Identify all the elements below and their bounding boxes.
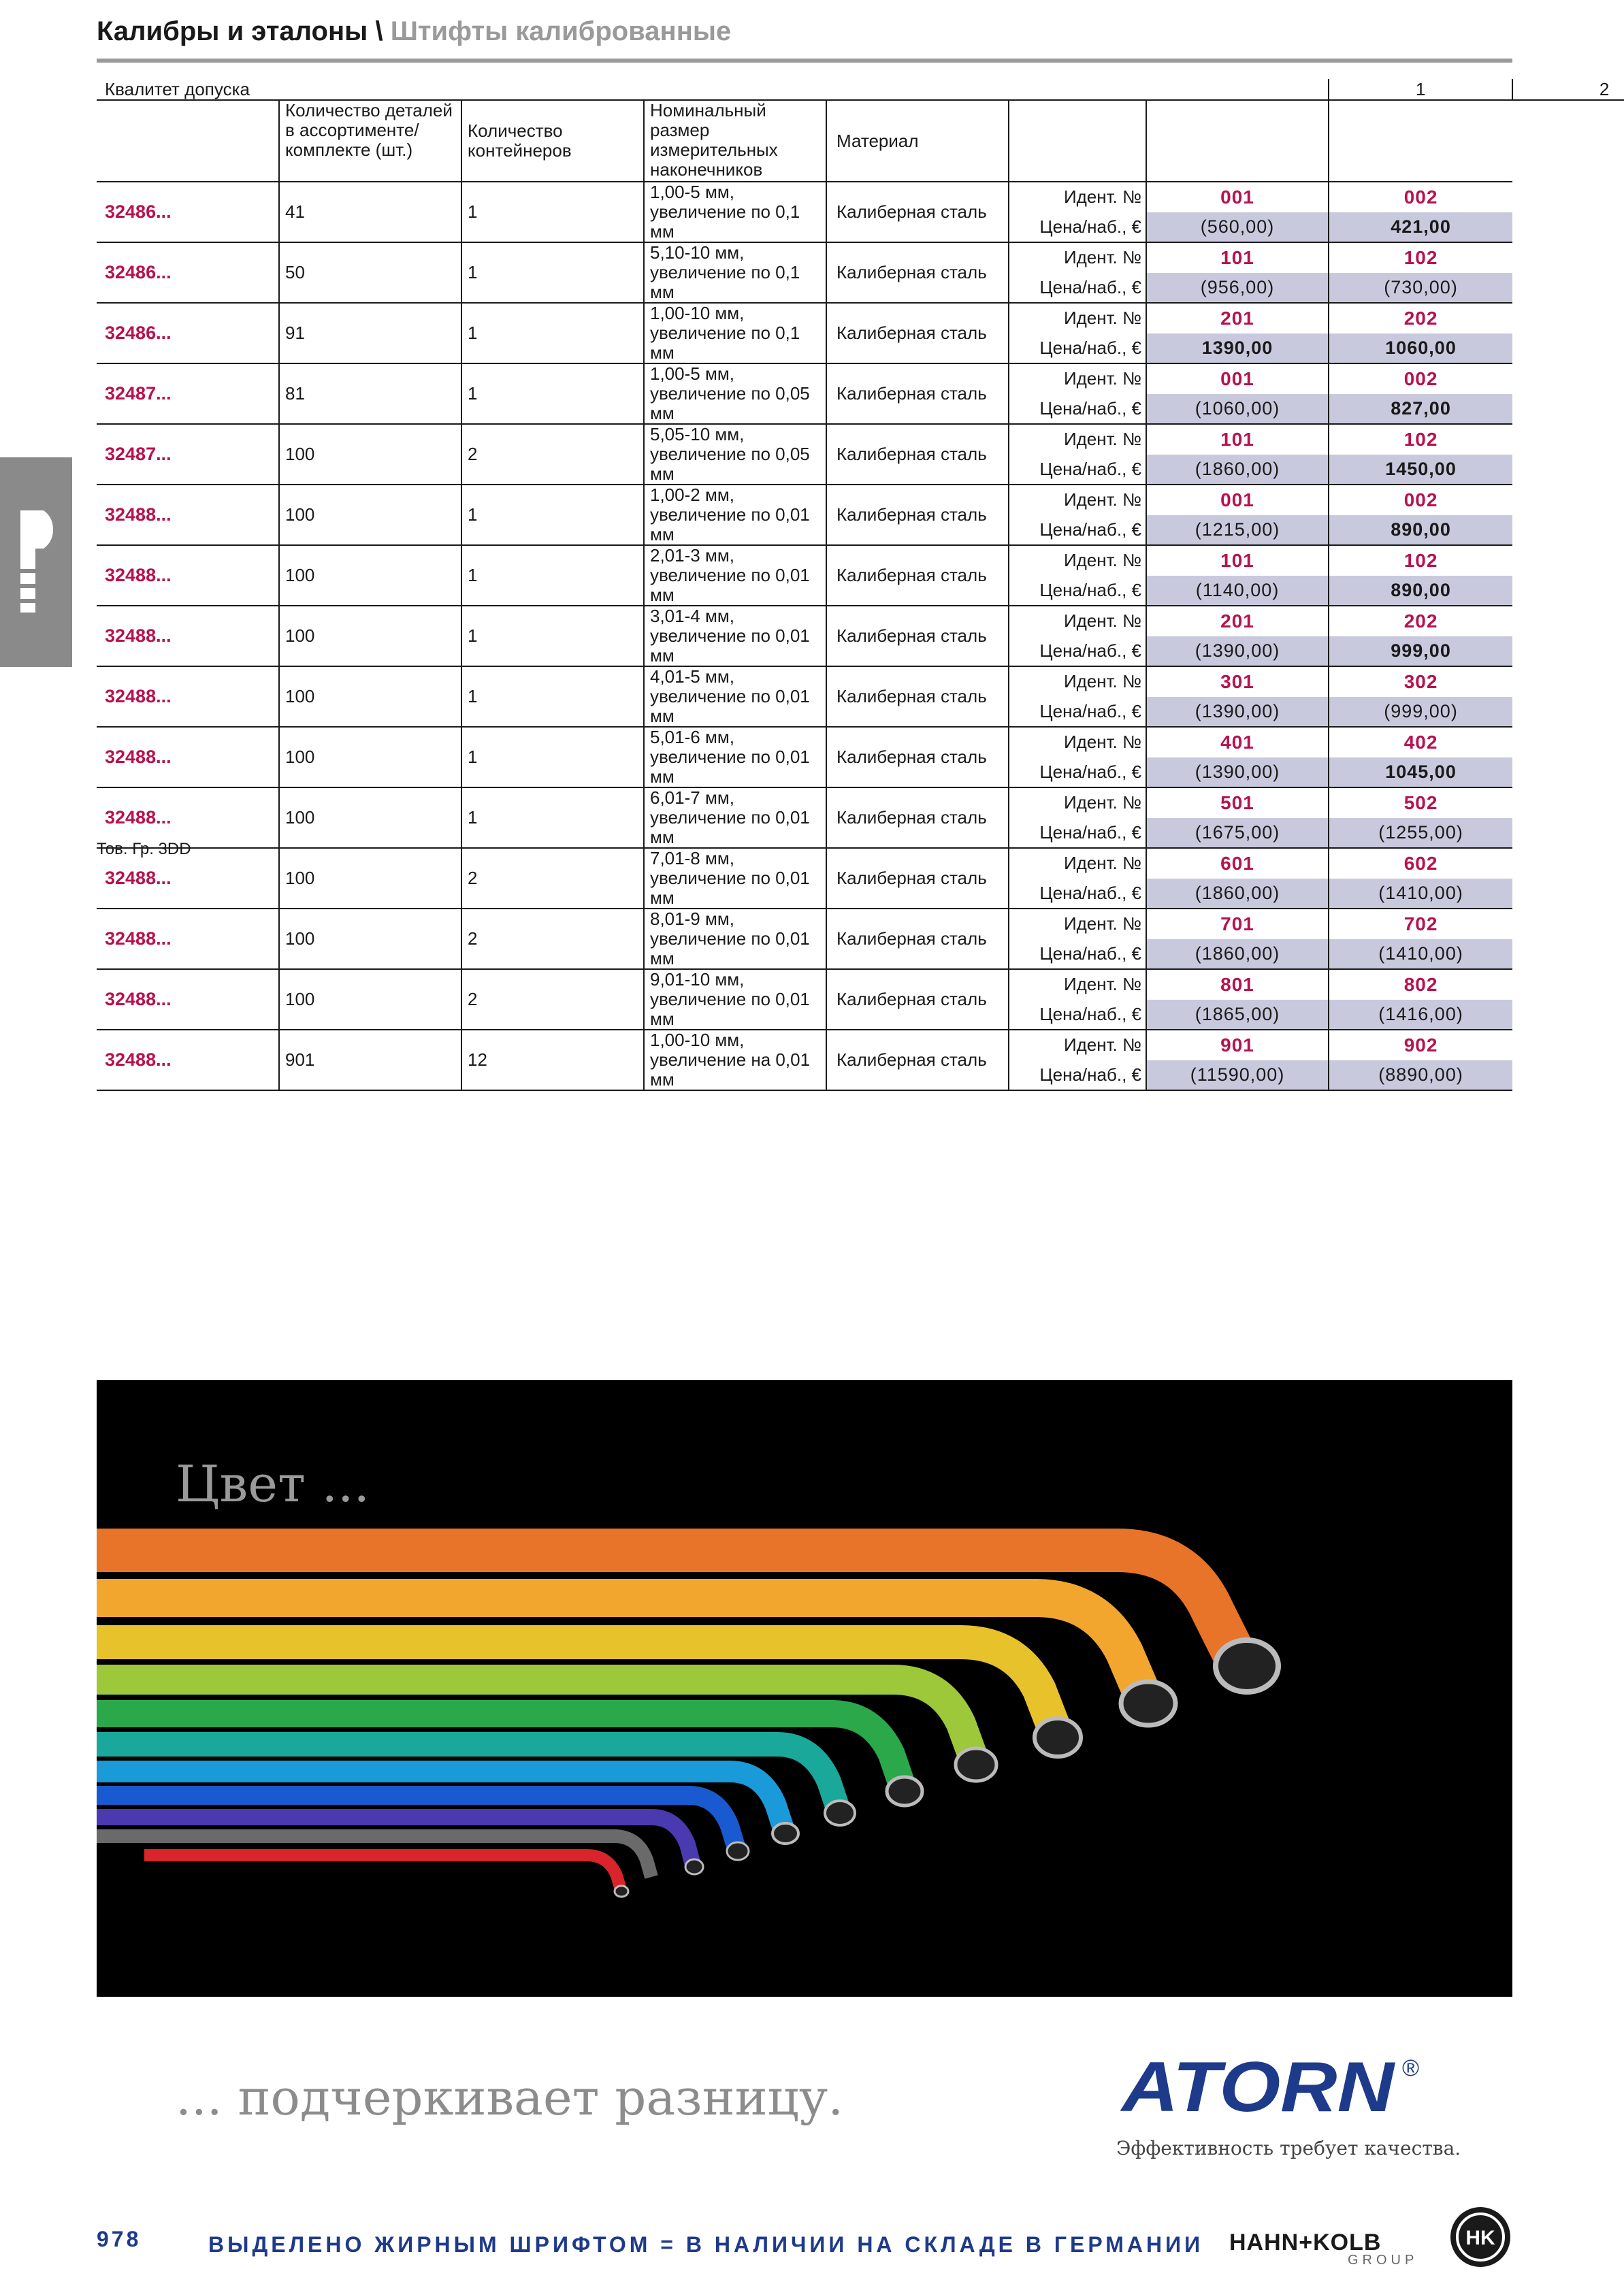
id-value-2[interactable]: 602 xyxy=(1329,848,1512,879)
price-value-2: 890,00 xyxy=(1329,515,1512,546)
id-value-2[interactable]: 002 xyxy=(1329,485,1512,515)
material-cell: Калиберная сталь xyxy=(826,909,1009,969)
containers-cell: 1 xyxy=(461,303,644,363)
material-cell: Калиберная сталь xyxy=(826,485,1009,545)
page-number: 978 xyxy=(97,2227,142,2251)
id-value-1[interactable]: 701 xyxy=(1146,909,1329,939)
price-label: Цена/наб., € xyxy=(1009,394,1146,425)
containers-cell: 2 xyxy=(461,848,644,909)
id-value-2[interactable]: 802 xyxy=(1329,969,1512,1000)
hk-logo-letters: HK xyxy=(1465,2227,1495,2249)
id-label: Идент. № xyxy=(1009,727,1146,757)
nominal-cell: 2,01-3 мм, увеличение по 0,01 мм xyxy=(644,545,826,606)
id-value-2[interactable]: 902 xyxy=(1329,1030,1512,1060)
price-value-1: (1390,00) xyxy=(1146,636,1329,667)
table-row xyxy=(97,666,1624,697)
hahn-kolb-group: GROUP xyxy=(1348,2253,1418,2268)
hahn-kolb-name: HAHN+KOLB xyxy=(1229,2230,1382,2255)
containers-cell: 1 xyxy=(461,363,644,424)
id-label: Идент. № xyxy=(1009,848,1146,879)
containers-cell: 12 xyxy=(461,1030,644,1090)
column-header-row xyxy=(97,100,1624,182)
table-row xyxy=(97,1030,1624,1060)
containers-cell: 1 xyxy=(461,787,644,848)
price-value-2: 999,00 xyxy=(1329,636,1512,667)
price-value-2: (1255,00) xyxy=(1329,818,1512,849)
nominal-cell: 1,00-10 мм, увеличение по 0,1 мм xyxy=(644,303,826,363)
nominal-cell: 4,01-5 мм, увеличение по 0,01 мм xyxy=(644,666,826,727)
price-value-2: 1060,00 xyxy=(1329,333,1512,364)
header-containers: Количество контейнеров xyxy=(461,100,644,182)
price-value-2: (1410,00) xyxy=(1329,879,1512,909)
article-number[interactable]: 32486... xyxy=(97,303,279,363)
id-label: Идент. № xyxy=(1009,666,1146,697)
containers-cell: 1 xyxy=(461,545,644,606)
price-value-1: (11590,00) xyxy=(1146,1060,1329,1091)
id-value-1[interactable]: 601 xyxy=(1146,848,1329,879)
material-cell: Калиберная сталь xyxy=(826,848,1009,909)
id-label: Идент. № xyxy=(1009,303,1146,333)
hex-key-red xyxy=(144,1855,628,1897)
nominal-cell: 8,01-9 мм, увеличение по 0,01 мм xyxy=(644,909,826,969)
price-value-2: 890,00 xyxy=(1329,576,1512,606)
article-number[interactable]: 32488... xyxy=(97,787,279,848)
nominal-cell: 3,01-4 мм, увеличение по 0,01 мм xyxy=(644,606,826,666)
header-title: Калибры и эталоны xyxy=(97,16,368,46)
header-v2-empty xyxy=(1329,100,1512,182)
table-row xyxy=(97,182,1624,212)
header-empty xyxy=(97,100,279,182)
nominal-cell: 5,01-6 мм, увеличение по 0,01 мм xyxy=(644,727,826,787)
header-material: Материал xyxy=(826,100,1009,182)
id-value-1[interactable]: 401 xyxy=(1146,727,1329,757)
id-value-2[interactable]: 402 xyxy=(1329,727,1512,757)
price-value-1: (956,00) xyxy=(1146,273,1329,304)
id-value-1[interactable]: 001 xyxy=(1146,182,1329,212)
article-number[interactable]: 32486... xyxy=(97,242,279,303)
qty-cell: 100 xyxy=(279,969,461,1030)
article-number[interactable]: 32488... xyxy=(97,909,279,969)
table-row xyxy=(97,303,1624,333)
id-label: Идент. № xyxy=(1009,363,1146,394)
material-cell: Калиберная сталь xyxy=(826,363,1009,424)
id-value-2[interactable]: 102 xyxy=(1329,424,1512,455)
tolerance-label: Квалитет допуска xyxy=(97,79,1329,100)
qty-cell: 50 xyxy=(279,242,461,303)
qty-cell: 81 xyxy=(279,363,461,424)
material-cell: Калиберная сталь xyxy=(826,303,1009,363)
id-value-2[interactable]: 102 xyxy=(1329,242,1512,273)
article-number[interactable]: 32488... xyxy=(97,606,279,666)
price-label: Цена/наб., € xyxy=(1009,697,1146,728)
price-value-2: 827,00 xyxy=(1329,394,1512,425)
id-value-2[interactable]: 202 xyxy=(1329,606,1512,636)
material-cell: Калиберная сталь xyxy=(826,424,1009,485)
nominal-cell: 1,00-2 мм, увеличение по 0,01 мм xyxy=(644,485,826,545)
nominal-cell: 9,01-10 мм, увеличение по 0,01 мм xyxy=(644,969,826,1030)
price-value-2: (8890,00) xyxy=(1329,1060,1512,1091)
material-cell: Калиберная сталь xyxy=(826,1030,1009,1090)
id-value-1[interactable]: 101 xyxy=(1146,545,1329,576)
id-value-1[interactable]: 001 xyxy=(1146,485,1329,515)
table-row xyxy=(97,242,1624,273)
qty-cell: 100 xyxy=(279,424,461,485)
price-label: Цена/наб., € xyxy=(1009,636,1146,667)
material-cell: Калиберная сталь xyxy=(826,969,1009,1030)
id-label: Идент. № xyxy=(1009,969,1146,1000)
banner-title: Цвет ... xyxy=(176,1455,370,1514)
price-label: Цена/наб., € xyxy=(1009,333,1146,364)
price-value-1: (1215,00) xyxy=(1146,515,1329,546)
id-value-1[interactable]: 001 xyxy=(1146,363,1329,394)
qty-cell: 100 xyxy=(279,787,461,848)
id-value-1[interactable]: 101 xyxy=(1146,424,1329,455)
price-value-1: (1865,00) xyxy=(1146,1000,1329,1030)
price-label: Цена/наб., € xyxy=(1009,515,1146,546)
price-value-2: (730,00) xyxy=(1329,273,1512,304)
price-value-2: 1450,00 xyxy=(1329,455,1512,485)
id-value-1[interactable]: 201 xyxy=(1146,606,1329,636)
nominal-cell: 1,00-10 мм, увеличение на 0,01 мм xyxy=(644,1030,826,1090)
price-label: Цена/наб., € xyxy=(1009,1060,1146,1091)
nominal-cell: 6,01-7 мм, увеличение по 0,01 мм xyxy=(644,787,826,848)
qty-cell: 100 xyxy=(279,545,461,606)
id-value-2[interactable]: 702 xyxy=(1329,909,1512,939)
price-value-1: (1860,00) xyxy=(1146,455,1329,485)
id-label: Идент. № xyxy=(1009,182,1146,212)
nominal-cell: 5,05-10 мм, увеличение по 0,05 мм xyxy=(644,424,826,485)
qty-cell: 100 xyxy=(279,485,461,545)
atorn-tagline: Эффективность требует качества. xyxy=(1116,2137,1461,2159)
material-cell: Калиберная сталь xyxy=(826,727,1009,787)
containers-cell: 1 xyxy=(461,242,644,303)
id-value-2[interactable]: 202 xyxy=(1329,303,1512,333)
qty-cell: 100 xyxy=(279,848,461,909)
atorn-reg: ® xyxy=(1402,2055,1420,2081)
article-number[interactable]: 32488... xyxy=(97,727,279,787)
article-number[interactable]: 32486... xyxy=(97,182,279,242)
table-row xyxy=(97,909,1624,939)
id-value-1[interactable]: 501 xyxy=(1146,787,1329,818)
table-row xyxy=(97,363,1624,394)
containers-cell: 2 xyxy=(461,969,644,1030)
qty-cell: 100 xyxy=(279,666,461,727)
section-tab[interactable] xyxy=(0,457,72,667)
id-value-1[interactable]: 901 xyxy=(1146,1030,1329,1060)
header-v1-empty xyxy=(1146,100,1329,182)
id-label: Идент. № xyxy=(1009,787,1146,818)
article-number[interactable]: 32488... xyxy=(97,485,279,545)
id-value-1[interactable]: 801 xyxy=(1146,969,1329,1000)
atorn-brand: ATORN xyxy=(1119,2048,1396,2123)
table-row xyxy=(97,606,1624,636)
id-label: Идент. № xyxy=(1009,909,1146,939)
containers-cell: 1 xyxy=(461,606,644,666)
table-row xyxy=(97,727,1624,757)
material-cell: Калиберная сталь xyxy=(826,787,1009,848)
containers-cell: 1 xyxy=(461,182,644,242)
price-value-2: (1416,00) xyxy=(1329,1000,1512,1030)
atorn-logo xyxy=(1118,2048,1438,2123)
id-value-2[interactable]: 002 xyxy=(1329,363,1512,394)
containers-cell: 2 xyxy=(461,909,644,969)
price-value-2: 421,00 xyxy=(1329,212,1512,243)
price-label: Цена/наб., € xyxy=(1009,576,1146,606)
tolerance-row xyxy=(97,79,1624,100)
qty-cell: 901 xyxy=(279,1030,461,1090)
qty-cell: 100 xyxy=(279,909,461,969)
hex-key-illustration xyxy=(97,1380,1512,1997)
price-value-1: (1860,00) xyxy=(1146,879,1329,909)
price-label: Цена/наб., € xyxy=(1009,273,1146,304)
id-label: Идент. № xyxy=(1009,485,1146,515)
article-number[interactable]: 32488... xyxy=(97,848,279,909)
article-number[interactable]: 32487... xyxy=(97,424,279,485)
price-label: Цена/наб., € xyxy=(1009,879,1146,909)
header-label-empty xyxy=(1009,100,1146,182)
product-table xyxy=(97,79,1624,1091)
slogan: ... подчеркивает разницу. xyxy=(176,2069,844,2126)
table-row xyxy=(97,545,1624,576)
page-header xyxy=(97,16,731,47)
price-value-2: (999,00) xyxy=(1329,697,1512,728)
price-value-1: (1675,00) xyxy=(1146,818,1329,849)
price-label: Цена/наб., € xyxy=(1009,818,1146,849)
header-qty: Количество деталей в ассортименте/комплекте (шт.) xyxy=(279,100,461,182)
material-cell: Калиберная сталь xyxy=(826,666,1009,727)
footnote: Тов. Гр. 3DD xyxy=(97,840,191,858)
id-value-2[interactable]: 002 xyxy=(1329,182,1512,212)
id-value-2[interactable]: 302 xyxy=(1329,666,1512,697)
header-subtitle: Штифты калиброванные xyxy=(390,16,732,46)
tolerance-col-1: 1 xyxy=(1329,79,1512,100)
nominal-cell: 7,01-8 мм, увеличение по 0,01 мм xyxy=(644,848,826,909)
caliper-pin-icon xyxy=(15,510,54,613)
price-label: Цена/наб., € xyxy=(1009,939,1146,970)
qty-cell: 100 xyxy=(279,606,461,666)
price-value-2: (1410,00) xyxy=(1329,939,1512,970)
price-value-1: (1140,00) xyxy=(1146,576,1329,606)
price-value-1: (1390,00) xyxy=(1146,697,1329,728)
header-nominal: Номинальный размер измерительных наконечников xyxy=(644,100,826,182)
qty-cell: 100 xyxy=(279,727,461,787)
price-value-1: (1060,00) xyxy=(1146,394,1329,425)
price-label: Цена/наб., € xyxy=(1009,455,1146,485)
id-value-2[interactable]: 502 xyxy=(1329,787,1512,818)
id-value-1[interactable]: 301 xyxy=(1146,666,1329,697)
id-label: Идент. № xyxy=(1009,606,1146,636)
id-value-1[interactable]: 101 xyxy=(1146,242,1329,273)
article-number[interactable]: 32488... xyxy=(97,545,279,606)
price-value-1: 1390,00 xyxy=(1146,333,1329,364)
promo-banner xyxy=(97,1380,1512,1997)
price-value-1: (1390,00) xyxy=(1146,757,1329,788)
material-cell: Калиберная сталь xyxy=(826,242,1009,303)
material-cell: Калиберная сталь xyxy=(826,182,1009,242)
id-value-1[interactable]: 201 xyxy=(1146,303,1329,333)
price-label: Цена/наб., € xyxy=(1009,757,1146,788)
stock-note: ВЫДЕЛЕНО ЖИРНЫМ ШРИФТОМ = В НАЛИЧИИ НА СКЛАДЕ В ГЕРМАНИИ xyxy=(208,2232,1204,2257)
table-row xyxy=(97,969,1624,1000)
price-label: Цена/наб., € xyxy=(1009,1000,1146,1030)
table-row xyxy=(97,848,1624,879)
qty-cell: 41 xyxy=(279,182,461,242)
containers-cell: 1 xyxy=(461,666,644,727)
id-value-2[interactable]: 102 xyxy=(1329,545,1512,576)
nominal-cell: 5,10-10 мм, увеличение по 0,1 мм xyxy=(644,242,826,303)
containers-cell: 1 xyxy=(461,485,644,545)
id-label: Идент. № xyxy=(1009,1030,1146,1060)
nominal-cell: 1,00-5 мм, увеличение по 0,1 мм xyxy=(644,182,826,242)
table-row xyxy=(97,424,1624,455)
material-cell: Калиберная сталь xyxy=(826,545,1009,606)
price-value-2: 1045,00 xyxy=(1329,757,1512,788)
containers-cell: 1 xyxy=(461,727,644,787)
containers-cell: 2 xyxy=(461,424,644,485)
article-number[interactable]: 32488... xyxy=(97,666,279,727)
table-row xyxy=(97,485,1624,515)
article-number[interactable]: 32487... xyxy=(97,363,279,424)
price-value-1: (1860,00) xyxy=(1146,939,1329,970)
price-label: Цена/наб., € xyxy=(1009,212,1146,243)
article-number[interactable]: 32488... xyxy=(97,969,279,1030)
header-separator: \ xyxy=(375,16,383,46)
id-label: Идент. № xyxy=(1009,242,1146,273)
id-label: Идент. № xyxy=(1009,424,1146,455)
nominal-cell: 1,00-5 мм, увеличение по 0,05 мм xyxy=(644,363,826,424)
price-value-1: (560,00) xyxy=(1146,212,1329,243)
article-number[interactable]: 32488... xyxy=(97,1030,279,1090)
tolerance-col-2: 2 xyxy=(1512,79,1624,100)
material-cell: Калиберная сталь xyxy=(826,606,1009,666)
qty-cell: 91 xyxy=(279,303,461,363)
header-rule xyxy=(97,59,1512,63)
hahn-kolb-logo-icon xyxy=(1448,2205,1512,2269)
id-label: Идент. № xyxy=(1009,545,1146,576)
table-row xyxy=(97,787,1624,818)
